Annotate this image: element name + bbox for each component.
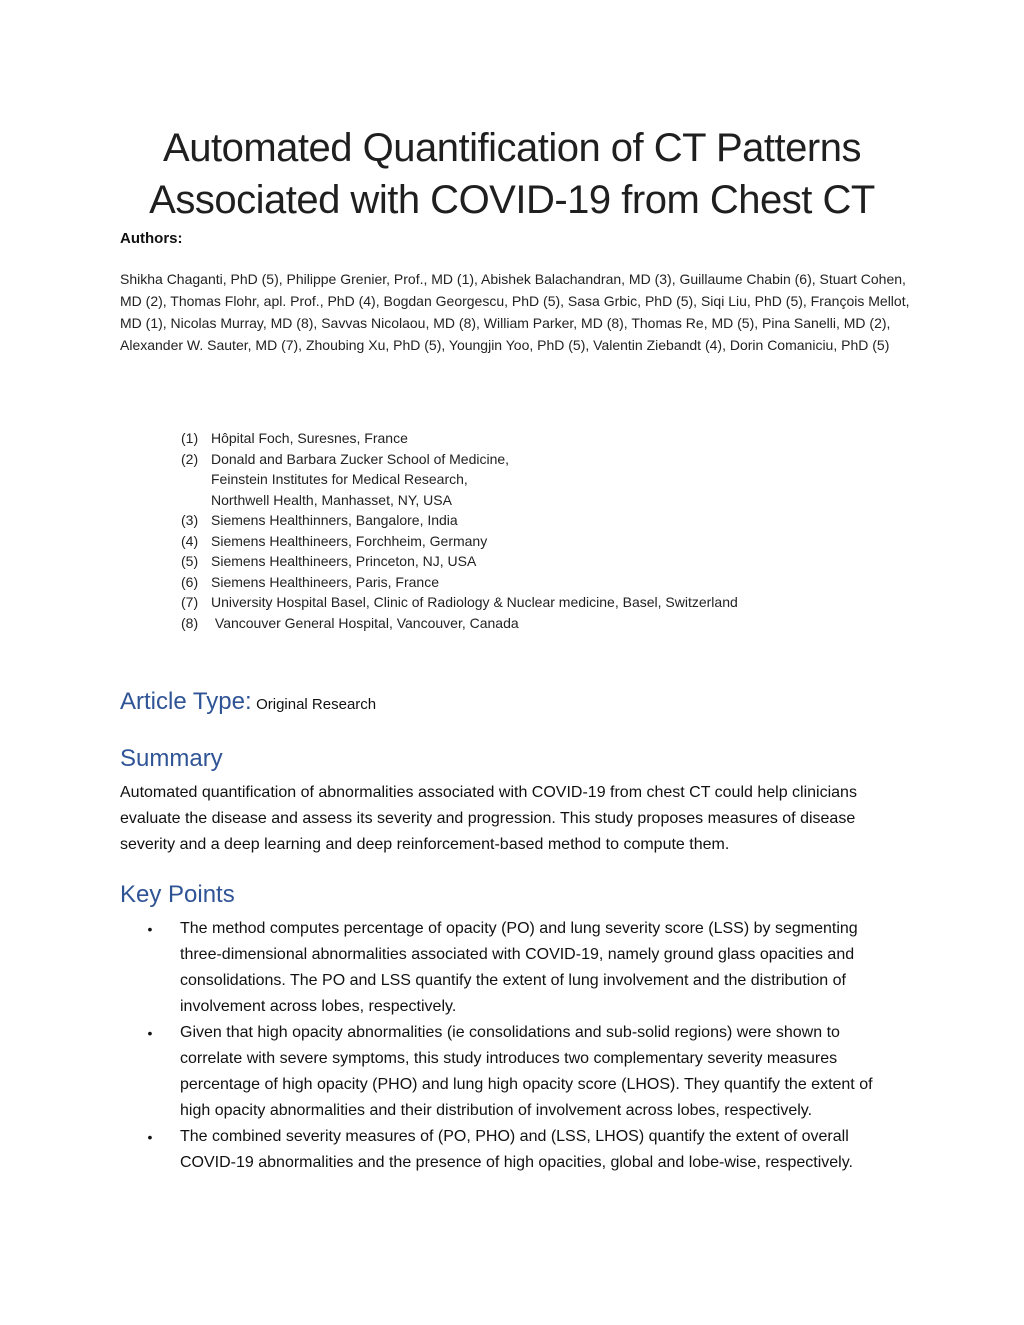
- paper-title-line-2: Associated with COVID-19 from Chest CT: [149, 178, 875, 222]
- paper-title: [0, 122, 1024, 226]
- summary-heading: Summary: [120, 745, 223, 772]
- affiliation-item: [181, 592, 881, 613]
- bullet-icon: •: [147, 1129, 153, 1145]
- affiliation-number: (4): [181, 532, 199, 549]
- article-type-label: Article Type:: [120, 688, 252, 715]
- affiliation-number: (3): [181, 512, 199, 528]
- affiliation-text: [211, 613, 881, 634]
- authors-heading: Authors:: [120, 230, 183, 247]
- affiliation-line: Donald and Barbara Zucker School of Medicine,: [211, 450, 510, 467]
- affiliation-text: [211, 572, 881, 593]
- affiliation-item: [181, 449, 881, 511]
- key-point-item: [120, 1020, 910, 1124]
- article-type-value: Original Research: [256, 696, 377, 713]
- paper-title-line-1: Automated Quantification of CT Patterns: [163, 126, 861, 170]
- affiliation-line: Northwell Health, Manhasset, NY, USA: [211, 491, 452, 508]
- authors-list: Shikha Chaganti, PhD (5), Philippe Grenier, Prof., MD (1), Abishek Balachandran, MD (3), Guillaume Chabin (6), Stuart Cohen, MD (2), Thomas Flohr, apl. Prof., PhD (4), Bogdan Georgescu, PhD (5), Sasa Grbic, PhD (5), Siqi Liu, PhD (5), François Mellot, MD (1), Nicolas Murray, MD (8), Savvas Nicolaou, MD (8), William Parker, MD (8), Thomas Re, MD (5), Pina Sanelli, MD (2), Alexander W. Sauter, MD (7), Zhoubing Xu, PhD (5), Youngjin Yoo, PhD (5), Valentin Ziebandt (4), Dorin Comaniciu, PhD (5): [120, 271, 910, 353]
- affiliations-list: [181, 428, 881, 633]
- affiliation-line: Vancouver General Hospital, Vancouver, Canada: [211, 614, 519, 631]
- bullet-icon: •: [147, 921, 153, 937]
- affiliation-item: [181, 531, 881, 552]
- affiliation-line: Siemens Healthineers, Princeton, NJ, USA: [211, 553, 477, 569]
- affiliation-item: [181, 572, 881, 593]
- key-point-text: The combined severity measures of (PO, PHO) and (LSS, LHOS) quantify the extent of overall COVID-19 abnormalities and the presence of high opacities, global and lobe-wise, respectively.: [180, 1128, 853, 1171]
- summary-text: Automated quantification of abnormalities associated with COVID-19 from chest CT could help clinicians evaluate the disease and assess its severity and progression. This study proposes measures of disease severity and a deep learning and deep reinforcement-based method to compute them.: [120, 784, 857, 853]
- affiliation-number: (8): [181, 614, 199, 631]
- affiliation-number: (6): [181, 573, 199, 590]
- affiliation-line: Feinstein Institutes for Medical Research,: [211, 471, 468, 487]
- key-point-item: [120, 1124, 910, 1176]
- affiliation-number: (5): [181, 553, 199, 569]
- key-points-heading: Key Points: [120, 881, 235, 908]
- bullet-icon: •: [147, 1025, 153, 1041]
- affiliation-number: (2): [181, 450, 199, 467]
- key-point-text: The method computes percentage of opacity (PO) and lung severity score (LSS) by segmenting three-dimensional abnormalities associated with COVID-19, namely ground glass opacities and consolidations. The PO and LSS quantify the extent of lung involvement and the distribution of involvement across lobes, respectively.: [180, 920, 858, 1015]
- affiliation-number: (7): [181, 594, 199, 610]
- key-point-text: Given that high opacity abnormalities (ie consolidations and sub-solid regions) were shown to correlate with severe symptoms, this study introduces two complementary severity measures percentage of high opacity (PHO) and lung high opacity score (LHOS). They quantify the extent of high opacity abnormalities and their distribution of involvement across lobes, respectively.: [180, 1024, 873, 1119]
- affiliation-line: Siemens Healthineers, Forchheim, Germany: [211, 532, 488, 549]
- affiliation-text: [211, 551, 881, 572]
- affiliation-text: [211, 592, 881, 613]
- key-point-item: [120, 916, 910, 1020]
- affiliation-number: (1): [181, 430, 199, 446]
- key-points-list: [120, 916, 910, 1176]
- affiliation-text: [211, 510, 881, 531]
- affiliation-text: [211, 428, 881, 449]
- affiliation-text: [211, 449, 881, 511]
- affiliation-item: [181, 428, 881, 449]
- affiliation-line: University Hospital Basel, Clinic of Radiology & Nuclear medicine, Basel, Switzerland: [211, 594, 738, 610]
- affiliation-line: Hôpital Foch, Suresnes, France: [211, 430, 408, 446]
- affiliation-item: [181, 510, 881, 531]
- affiliation-item: [181, 613, 881, 634]
- affiliation-text: [211, 531, 881, 552]
- affiliation-line: Siemens Healthinners, Bangalore, India: [211, 512, 458, 528]
- affiliation-line: Siemens Healthineers, Paris, France: [211, 573, 439, 590]
- article-type: [120, 688, 376, 716]
- affiliation-item: [181, 551, 881, 572]
